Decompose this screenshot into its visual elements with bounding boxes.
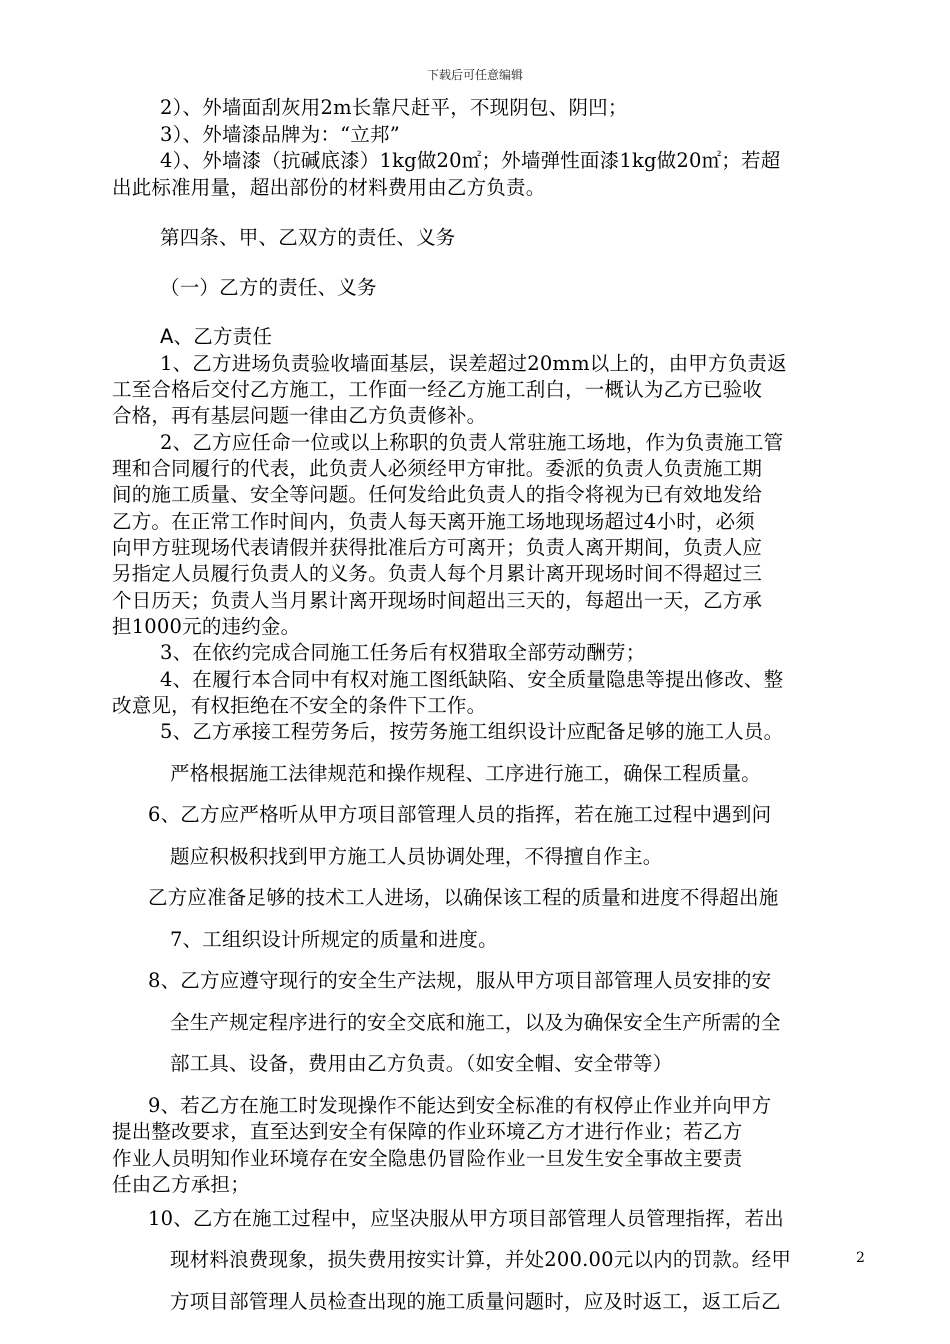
text-line: 工至合格后交付乙方施工，工作面一经乙方施工刮白，一概认为乙方已验收 — [112, 378, 763, 401]
page-number: 2 — [856, 1250, 865, 1266]
text-line: 4、在履行本合同中有权对施工图纸缺陷、安全质量隐患等提出修改、整 — [160, 668, 784, 691]
text-line: 出此标准用量，超出部份的材料费用由乙方负责。 — [112, 176, 546, 199]
text-line: 2、乙方应任命一位或以上称职的负责人常驻施工场地，作为负责施工管 — [160, 431, 784, 454]
text-line: 题应积极积找到甲方施工人员协调处理，不得擅自作主。 — [170, 845, 663, 868]
text-line: 3）、外墙漆品牌为：“立邦” — [160, 123, 400, 146]
text-line: 间的施工质量、安全等问题。任何发给此负责人的指令将视为已有效地发给 — [112, 483, 763, 506]
text-line: 另指定人员履行负责人的义务。负责人每个月累计离开现场时间不得超过三 — [112, 562, 763, 585]
subsection-heading: （一）乙方的责任、义务 — [160, 276, 377, 299]
subsection-title: A、乙方责任 — [160, 325, 273, 348]
text-line: 10、乙方在施工过程中，应坚决服从甲方项目部管理人员管理指挥，若出 — [148, 1207, 784, 1230]
text-line: 7、工组织设计所规定的质量和进度。 — [170, 928, 498, 951]
text-line: 乙方应准备足够的技术工人进场，以确保该工程的质量和进度不得超出施 — [148, 886, 779, 909]
text-line: 4）、外墙漆（抗碱底漆）1kg做20㎡；外墙弹性面漆1kg做20㎡；若超 — [160, 149, 781, 172]
text-line: 严格根据施工法律规范和操作规程、工序进行施工，确保工程质量。 — [170, 762, 762, 785]
text-line: 方项目部管理人员检查出现的施工质量问题时，应及时返工，返工后乙 — [170, 1290, 781, 1313]
text-line: 2）、外墙面刮灰用2m长靠尺赶平，不现阴包、阴凹； — [160, 96, 628, 119]
text-line: 部工具、设备，费用由乙方负责。（如安全帽、安全带等） — [170, 1052, 673, 1075]
text-line: 8、乙方应遵守现行的安全生产法规，服从甲方项目部管理人员安排的安 — [148, 969, 772, 992]
text-line: 理和合同履行的代表，此负责人必须经甲方审批。委派的负责人负责施工期 — [112, 457, 763, 480]
text-line: 担1000元的违约金。 — [112, 615, 301, 638]
text-line: 3、在依约完成合同施工任务后有权猎取全部劳动酬劳； — [160, 641, 646, 664]
text-line: 现材料浪费现象，损失费用按实计算，并处200.00元以内的罚款。经甲 — [170, 1248, 792, 1271]
text-line: 改意见，有权拒绝在不安全的条件下工作。 — [112, 694, 487, 717]
text-line: 6、乙方应严格听从甲方项目部管理人员的指挥，若在施工过程中遇到问 — [148, 803, 772, 826]
text-line: 提出整改要求，直至达到安全有保障的作业环境乙方才进行作业；若乙方 — [112, 1120, 743, 1143]
text-line: 9、若乙方在施工时发现操作不能达到安全标准的有权停止作业并向甲方 — [148, 1094, 772, 1117]
text-line: 合格，再有基层问题一律由乙方负责修补。 — [112, 404, 487, 427]
text-line: 向甲方驻现场代表请假并获得批准后方可离开；负责人离开期间，负责人应 — [112, 536, 763, 559]
text-line: 个日历天；负责人当月累计离开现场时间超出三天的，每超出一天，乙方承 — [112, 589, 763, 612]
text-line: 5、乙方承接工程劳务后，按劳务施工组织设计应配备足够的施工人员。 — [160, 720, 784, 743]
text-line: 作业人员明知作业环境存在安全隐患仍冒险作业一旦发生安全事故主要责 — [112, 1147, 743, 1170]
text-line: 全生产规定程序进行的安全交底和施工，以及为确保安全生产所需的全 — [170, 1011, 781, 1034]
text-line: 1、乙方进场负责验收墙面基层，误差超过20mm以上的，由甲方负责返 — [160, 352, 787, 375]
page-header: 下载后可任意编辑 — [426, 68, 523, 82]
section-heading: 第四条、甲、乙双方的责任、义务 — [160, 226, 456, 249]
text-line: 乙方。在正常工作时间内，负责人每天离开施工场地现场超过4小时，必须 — [112, 510, 756, 533]
text-line: 任由乙方承担； — [112, 1173, 250, 1196]
